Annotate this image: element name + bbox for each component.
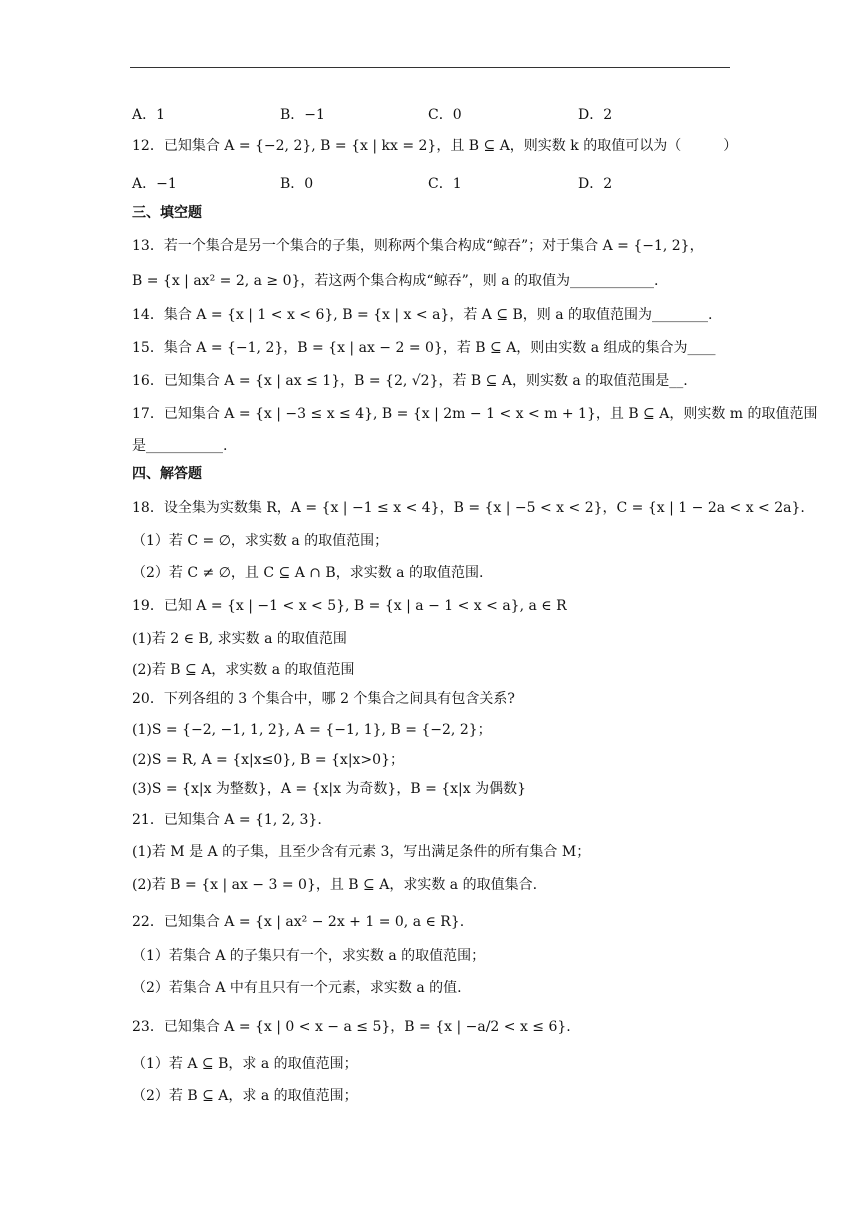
q12-option-d: D．2 [578, 176, 613, 192]
q11-options [132, 104, 730, 126]
q13-line-1: 13．若一个集合是另一个集合的子集，则称两个集合构成“鲸吞”；对于集合 A = {−1, 2}， [132, 238, 704, 254]
q11-option-b: B．−1 [280, 107, 325, 123]
q21-part-2: (2)若 B = {x | ax − 3 = 0}，且 B ⊆ A，求实数 a 的取值集合. [132, 877, 538, 893]
q13-line-2: B = {x | ax² = 2, a ≥ 0}，若这两个集合构成“鲸吞”，则 a 的取值为____________. [132, 273, 659, 289]
q18-part-1: （1）若 C = ∅，求实数 a 的取值范围； [132, 533, 389, 549]
q23-part-2: （2）若 B ⊆ A，求 a 的取值范围； [132, 1088, 358, 1104]
q12-stem: 12．已知集合 A = {−2, 2}, B = {x | kx = 2}，且 B ⊆ A，则实数 k 的取值可以为（ ） [132, 138, 738, 154]
q12-options [132, 173, 730, 195]
q11-option-d: D．2 [578, 107, 613, 123]
q20-stem: 20．下列各组的 3 个集合中，哪 2 个集合之间具有包含关系? [132, 691, 515, 707]
q21-stem: 21．已知集合 A = {1, 2, 3}. [132, 812, 322, 828]
q12-option-c: C．1 [428, 176, 462, 192]
q20-part-2: (2)S = R, A = {x|x≤0}, B = {x|x>0}； [132, 752, 404, 768]
q21-part-1: (1)若 M 是 A 的子集，且至少含有元素 3，写出满足条件的所有集合 M； [132, 844, 591, 860]
header-rule [130, 67, 730, 68]
q11-option-c: C．0 [428, 107, 462, 123]
q14: 14．集合 A = {x | 1 < x < 6}, B = {x | x < a}，若 A ⊆ B，则 a 的取值范围为________. [132, 307, 713, 323]
q12-option-b: B．0 [280, 176, 314, 192]
q22-stem: 22．已知集合 A = {x | ax² − 2x + 1 = 0, a ∈ R}. [132, 914, 465, 930]
q17-line-2: 是___________. [132, 438, 228, 454]
q20-part-1: (1)S = {−2, −1, 1, 2}, A = {−1, 1}, B = {−2, 2}； [132, 722, 492, 738]
q22-part-2: （2）若集合 A 中有且只有一个元素，求实数 a 的值. [132, 980, 462, 996]
q19-part-2: (2)若 B ⊆ A，求实数 a 的取值范围 [132, 662, 355, 678]
q23-stem: 23．已知集合 A = {x | 0 < x − a ≤ 5}，B = {x | −a/2 < x ≤ 6}. [132, 1019, 571, 1035]
q18-part-2: （2）若 C ≠ ∅，且 C ⊆ A ∩ B，求实数 a 的取值范围. [132, 565, 484, 581]
q20-part-3: (3)S = {x|x 为整数}，A = {x|x 为奇数}，B = {x|x 为偶数} [132, 781, 527, 797]
q17-line-1: 17．已知集合 A = {x | −3 ≤ x ≤ 4}, B = {x | 2m − 1 < x < m + 1}，且 B ⊆ A，则实数 m 的取值范围 [132, 406, 818, 422]
q23-part-1: （1）若 A ⊆ B，求 a 的取值范围； [132, 1056, 358, 1072]
q19-stem: 19．已知 A = {x | −1 < x < 5}, B = {x | a − 1 < x < a}, a ∈ R [132, 598, 567, 614]
q12-option-a: A．−1 [132, 176, 177, 192]
section-4-title: 四、解答题 [132, 466, 202, 482]
q11-option-a: A．1 [132, 107, 166, 123]
q16: 16．已知集合 A = {x | ax ≤ 1}，B = {2, √2}，若 B ⊆ A，则实数 a 的取值范围是__. [132, 373, 688, 389]
section-3-title: 三、填空题 [132, 205, 202, 221]
q15: 15．集合 A = {−1, 2}，B = {x | ax − 2 = 0}，若 B ⊆ A，则由实数 a 组成的集合为____ [132, 340, 716, 356]
q19-part-1: (1)若 2 ∈ B, 求实数 a 的取值范围 [132, 631, 347, 647]
q18-stem: 18．设全集为实数集 R，A = {x | −1 ≤ x < 4}，B = {x | −5 < x < 2}，C = {x | 1 − 2a < x < 2a}. [132, 500, 805, 516]
q22-part-1: （1）若集合 A 的子集只有一个，求实数 a 的取值范围； [132, 948, 486, 964]
